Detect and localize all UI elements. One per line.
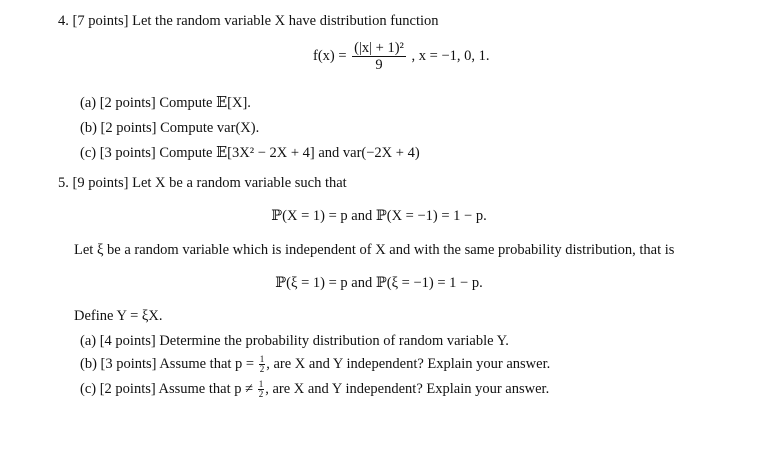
q5-part-c-half-num: 1	[258, 379, 264, 390]
q4-part-a: (a) [2 points] Compute 𝔼[X].	[80, 95, 251, 111]
q4-formula-lhs: f(x) =	[313, 47, 347, 64]
q4-part-c: (c) [3 points] Compute 𝔼[3X² − 2X + 4] and var(−2X + 4)	[80, 145, 420, 161]
q5-part-c-post: , are X and Y independent? Explain your answer.	[265, 381, 550, 397]
q5-part-b-post: , are X and Y independent? Explain your answer.	[266, 356, 551, 372]
q5-part-a: (a) [4 points] Determine the probability distribution of random variable Y.	[80, 333, 509, 349]
q5-part-b	[80, 355, 550, 374]
q5-part-c	[80, 380, 549, 399]
q5-part-b-pre: (b) [3 points] Assume that p =	[80, 356, 255, 372]
q4-formula-domain: , x = −1, 0, 1.	[411, 47, 490, 64]
q5-part-c-pre: (c) [2 points] Assume that p ≠	[80, 381, 254, 397]
q5-equation-2: ℙ(ξ = 1) = p and ℙ(ξ = −1) = 1 − p.	[275, 275, 483, 291]
q5-part-c-half	[258, 380, 265, 399]
q4-formula-numerator: (|x| + 1)²	[354, 40, 404, 56]
q4-formula-denominator: 9	[375, 57, 383, 73]
q5-part-b-half-den: 2	[259, 364, 265, 375]
q5-define: Define Y = ξX.	[74, 308, 163, 324]
q5-equation-1: ℙ(X = 1) = p and ℙ(X = −1) = 1 − p.	[271, 208, 487, 224]
q5-header: 5. [9 points] Let X be a random variable such that	[58, 175, 347, 191]
q4-header: 4. [7 points] Let the random variable X have distribution function	[58, 13, 439, 29]
q4-part-b: (b) [2 points] Compute var(X).	[80, 120, 260, 136]
q5-text-xi: Let ξ be a random variable which is independent of X and with the same probability distribution, that is	[74, 242, 675, 258]
q5-part-c-half-den: 2	[258, 389, 264, 400]
q5-part-b-half	[259, 355, 266, 374]
q4-formula	[313, 40, 490, 73]
q4-formula-fraction	[352, 40, 406, 73]
q5-part-b-half-num: 1	[259, 354, 265, 365]
